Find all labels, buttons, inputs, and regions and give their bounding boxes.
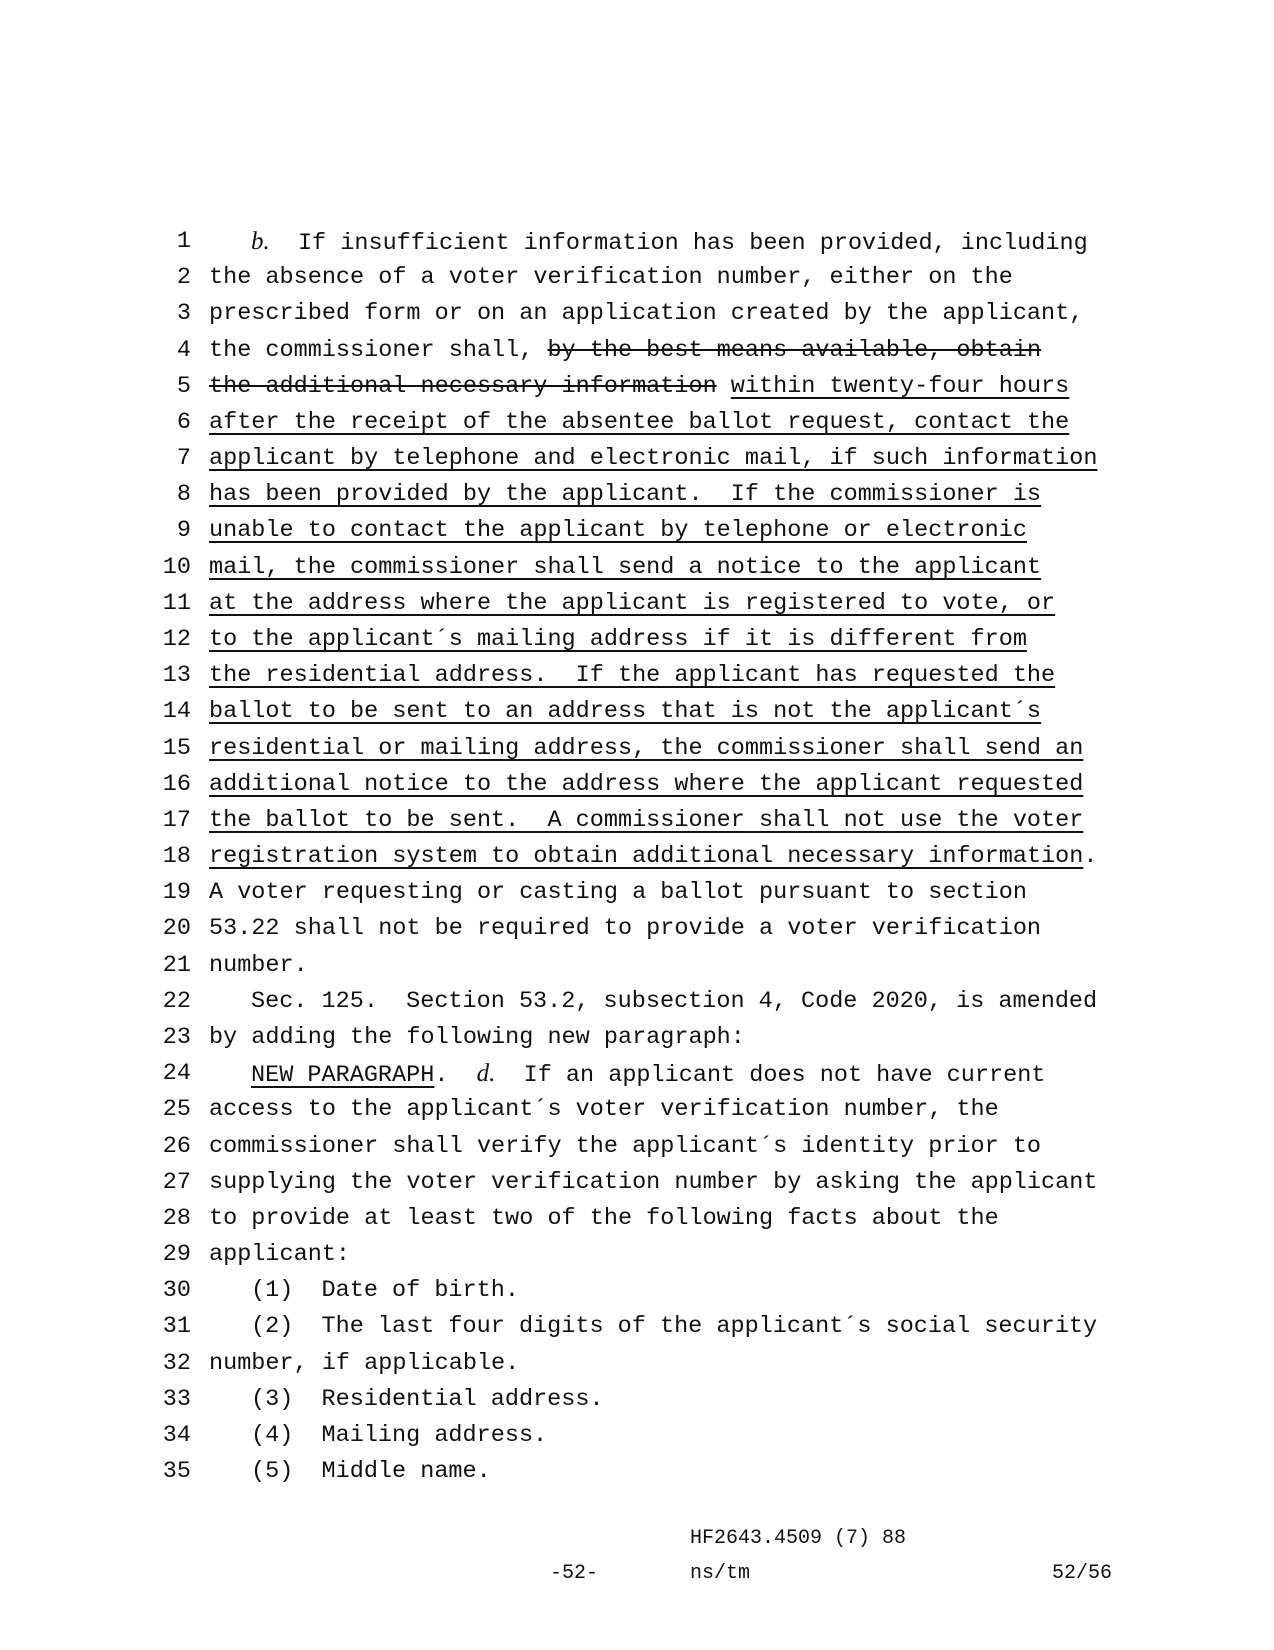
document-line bbox=[0, 368, 1274, 405]
line-text bbox=[209, 1345, 519, 1382]
paragraph-label: d. bbox=[476, 1060, 496, 1088]
text-segment: prescribed form or on an application created by the applicant, bbox=[209, 300, 1084, 328]
document-line bbox=[0, 910, 1274, 947]
line-number: 14 bbox=[162, 698, 191, 726]
struck-text: by the best means available, obtain bbox=[547, 336, 1042, 364]
line-number: 8 bbox=[176, 481, 191, 509]
paragraph-label: b. bbox=[251, 228, 270, 255]
document-line bbox=[0, 1236, 1274, 1273]
line-text bbox=[209, 730, 1083, 767]
text-segment: (1) Date of birth. bbox=[251, 1277, 519, 1305]
line-text bbox=[209, 549, 1041, 586]
text-segment: the commissioner shall, bbox=[209, 336, 548, 364]
line-text bbox=[209, 1019, 745, 1056]
line-number: 6 bbox=[176, 408, 191, 436]
line-text bbox=[209, 910, 1041, 947]
document-line bbox=[0, 657, 1274, 694]
document-line bbox=[0, 1417, 1274, 1454]
document-line bbox=[0, 621, 1274, 658]
line-text bbox=[251, 223, 1088, 262]
text-segment: applicant: bbox=[209, 1241, 351, 1269]
line-number: 34 bbox=[162, 1421, 191, 1449]
document-line bbox=[0, 1345, 1274, 1382]
document-line bbox=[0, 404, 1274, 441]
line-text bbox=[209, 404, 1069, 441]
text-segment: If insufficient information has been provided, including bbox=[269, 230, 1088, 257]
document-line bbox=[0, 766, 1274, 803]
line-text bbox=[209, 585, 1055, 622]
text-segment: (2) The last four digits of the applicant´s social security bbox=[251, 1313, 1098, 1341]
document-line bbox=[0, 1381, 1274, 1418]
text-segment: Sec. 125. Section 53.2, subsection 4, Code 2020, is amended bbox=[251, 987, 1098, 1015]
document-line bbox=[0, 1128, 1274, 1165]
line-number: 17 bbox=[162, 806, 191, 834]
line-number: 3 bbox=[176, 300, 191, 328]
line-number: 16 bbox=[162, 770, 191, 798]
line-number: 4 bbox=[176, 336, 191, 364]
struck-text: the additional necessary information bbox=[209, 372, 717, 400]
document-line bbox=[0, 983, 1274, 1020]
line-number: 5 bbox=[176, 372, 191, 400]
line-text bbox=[209, 657, 1055, 694]
line-number: 9 bbox=[176, 517, 191, 545]
document-line bbox=[0, 549, 1274, 586]
inserted-text: NEW PARAGRAPH bbox=[251, 1062, 435, 1090]
text-segment: number. bbox=[209, 951, 308, 979]
line-text bbox=[209, 259, 1013, 296]
line-number: 29 bbox=[162, 1241, 191, 1269]
text-segment: 53.22 shall not be required to provide a voter verification bbox=[209, 915, 1042, 943]
text-segment: by adding the following new paragraph: bbox=[209, 1023, 745, 1051]
text-segment: (4) Mailing address. bbox=[251, 1421, 548, 1449]
line-text bbox=[209, 476, 1041, 513]
line-number: 10 bbox=[162, 553, 191, 581]
inserted-text: mail, the commissioner shall send a notice to the applicant bbox=[209, 553, 1042, 581]
document-line bbox=[0, 1453, 1274, 1490]
line-text bbox=[209, 332, 1041, 369]
line-number: 22 bbox=[162, 987, 191, 1015]
line-text bbox=[209, 693, 1041, 730]
line-number: 35 bbox=[162, 1458, 191, 1486]
bill-identifier: HF2643.4509 (7) 88 bbox=[690, 1527, 907, 1550]
inserted-text: at the address where the applicant is registered to vote, or bbox=[209, 589, 1056, 617]
text-segment: number, if applicable. bbox=[209, 1349, 520, 1377]
document-line bbox=[0, 693, 1274, 730]
document-line bbox=[0, 1200, 1274, 1237]
inserted-text: after the receipt of the absentee ballot request, contact the bbox=[209, 408, 1070, 436]
line-text bbox=[209, 621, 1027, 658]
line-number: 11 bbox=[162, 589, 191, 617]
document-line bbox=[0, 332, 1274, 369]
text-segment: . bbox=[434, 1062, 477, 1090]
line-number: 26 bbox=[162, 1132, 191, 1160]
inserted-text: registration system to obtain additional necessary information bbox=[209, 843, 1084, 871]
line-text bbox=[251, 1453, 491, 1490]
document-line bbox=[0, 1055, 1274, 1092]
line-number: 33 bbox=[162, 1385, 191, 1413]
line-text bbox=[209, 1236, 350, 1273]
page-count: 52/56 bbox=[1052, 1562, 1113, 1585]
line-text bbox=[251, 1381, 604, 1418]
text-segment: (3) Residential address. bbox=[251, 1385, 604, 1413]
line-text bbox=[251, 983, 1097, 1020]
line-number: 28 bbox=[162, 1204, 191, 1232]
line-text bbox=[209, 368, 1069, 405]
line-text bbox=[209, 295, 1083, 332]
inserted-text: additional notice to the address where the applicant requested bbox=[209, 770, 1084, 798]
text-segment: If an applicant does not have current bbox=[495, 1062, 1046, 1090]
line-number: 23 bbox=[162, 1023, 191, 1051]
line-text bbox=[209, 802, 1083, 839]
document-line bbox=[0, 1091, 1274, 1128]
line-number: 18 bbox=[162, 843, 191, 871]
inserted-text: unable to contact the applicant by telephone or electronic bbox=[209, 517, 1027, 545]
inserted-text: ballot to be sent to an address that is not the applicant´s bbox=[209, 698, 1042, 726]
line-number: 30 bbox=[162, 1277, 191, 1305]
line-text bbox=[251, 1272, 519, 1309]
inserted-text: residential or mailing address, the commissioner shall send an bbox=[209, 734, 1084, 762]
line-text bbox=[209, 512, 1027, 549]
text-segment: . bbox=[1083, 843, 1098, 871]
document-line bbox=[0, 259, 1274, 296]
document-line bbox=[0, 1019, 1274, 1056]
line-number: 7 bbox=[176, 445, 191, 473]
document-line bbox=[0, 476, 1274, 513]
inserted-text: the ballot to be sent. A commissioner shall not use the voter bbox=[209, 806, 1084, 834]
line-text bbox=[251, 1308, 1097, 1345]
line-text bbox=[209, 766, 1083, 803]
text-segment: supplying the voter verification number by asking the applicant bbox=[209, 1168, 1098, 1196]
line-text bbox=[209, 1128, 1041, 1165]
line-text bbox=[209, 440, 1097, 477]
inserted-text: within twenty-four hours bbox=[730, 372, 1070, 400]
line-number: 25 bbox=[162, 1096, 191, 1124]
line-number: 32 bbox=[162, 1349, 191, 1377]
inserted-text: applicant by telephone and electronic mail, if such information bbox=[209, 445, 1098, 473]
document-line bbox=[0, 295, 1274, 332]
document-line bbox=[0, 730, 1274, 767]
line-number: 13 bbox=[162, 662, 191, 690]
line-number: 15 bbox=[162, 734, 191, 762]
line-text bbox=[251, 1417, 547, 1454]
document-line bbox=[0, 1272, 1274, 1309]
line-text bbox=[209, 874, 1027, 911]
line-number: 12 bbox=[162, 625, 191, 653]
line-number: 19 bbox=[162, 879, 191, 907]
line-text bbox=[209, 838, 1097, 875]
inserted-text: has been provided by the applicant. If the commissioner is bbox=[209, 481, 1042, 509]
inserted-text: the residential address. If the applicant has requested the bbox=[209, 662, 1056, 690]
text-segment: A voter requesting or casting a ballot pursuant to section bbox=[209, 879, 1027, 907]
text-segment: to provide at least two of the following facts about the bbox=[209, 1204, 999, 1232]
line-number: 24 bbox=[162, 1060, 191, 1088]
text-segment: (5) Middle name. bbox=[251, 1458, 491, 1486]
text-segment: the absence of a voter verification number, either on the bbox=[209, 264, 1013, 292]
drafter-initials: ns/tm bbox=[690, 1562, 751, 1585]
document-line bbox=[0, 874, 1274, 911]
document-line bbox=[0, 223, 1274, 260]
document-line bbox=[0, 512, 1274, 549]
line-number: 31 bbox=[162, 1313, 191, 1341]
document-line bbox=[0, 838, 1274, 875]
line-text bbox=[209, 947, 308, 984]
text-segment: access to the applicant´s voter verification number, the bbox=[209, 1096, 999, 1124]
page-number: -52- bbox=[550, 1562, 599, 1585]
text-segment: commissioner shall verify the applicant´s identity prior to bbox=[209, 1132, 1042, 1160]
document-line bbox=[0, 1308, 1274, 1345]
line-text bbox=[209, 1200, 999, 1237]
line-text bbox=[251, 1055, 1045, 1094]
line-number: 1 bbox=[176, 228, 191, 255]
document-line bbox=[0, 585, 1274, 622]
line-number: 21 bbox=[162, 951, 191, 979]
inserted-text: to the applicant´s mailing address if it is different from bbox=[209, 625, 1027, 653]
document-line bbox=[0, 947, 1274, 984]
document-line bbox=[0, 440, 1274, 477]
line-text bbox=[209, 1164, 1097, 1201]
line-number: 27 bbox=[162, 1168, 191, 1196]
document-line bbox=[0, 802, 1274, 839]
line-number: 2 bbox=[176, 264, 191, 292]
document-line bbox=[0, 1164, 1274, 1201]
text-segment bbox=[717, 373, 731, 400]
line-number: 20 bbox=[162, 915, 191, 943]
line-text bbox=[209, 1091, 999, 1128]
